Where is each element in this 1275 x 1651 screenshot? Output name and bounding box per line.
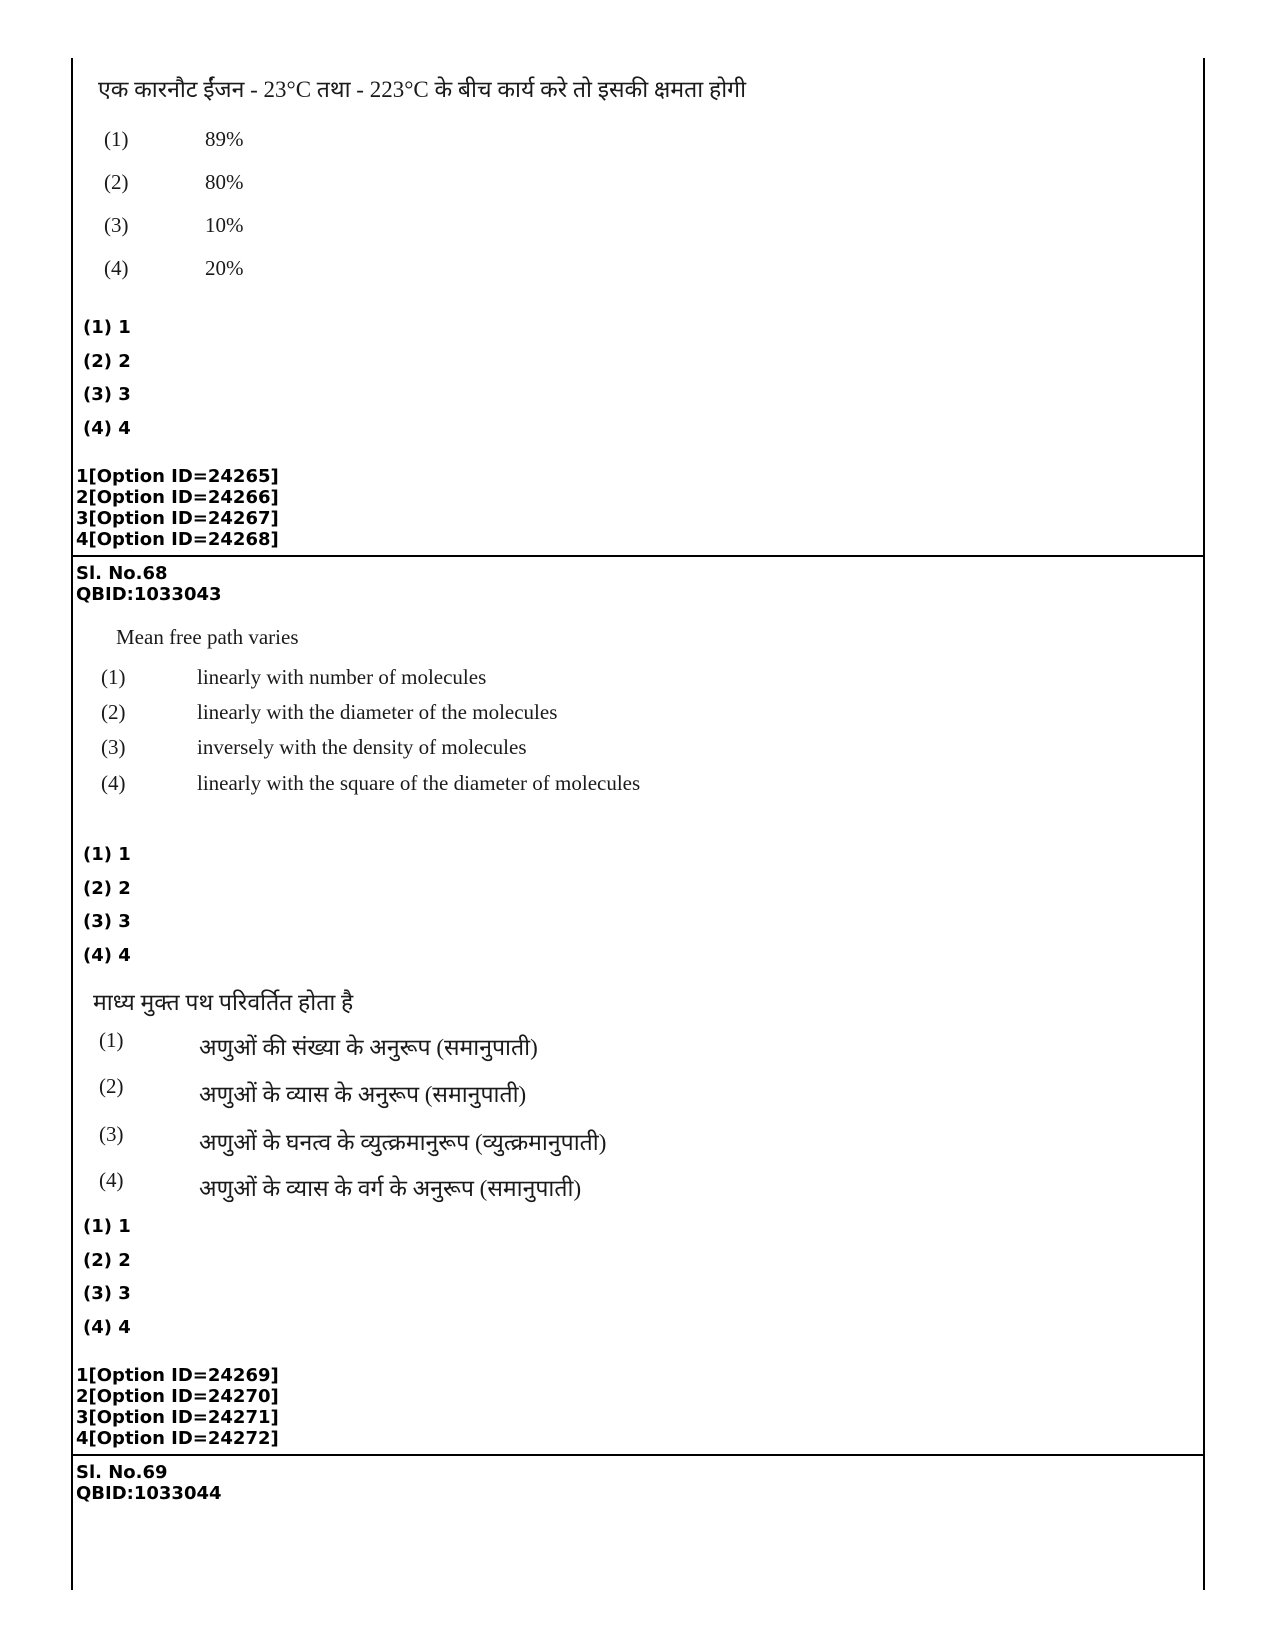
q67-hindi-question: एक कारनौट ईंजन - 23°C तथा - 223°C के बीच कार्य करे तो इसकी क्षमता होगी <box>98 77 747 102</box>
q68-answer-2: (2) 2 <box>83 878 131 899</box>
q68-option-3-text: inversely with the density of molecules <box>197 735 527 759</box>
q67-answer-3: (3) 3 <box>83 384 131 405</box>
q68-hindi-answer-4: (4) 4 <box>83 1317 131 1338</box>
q68-option-4-text: linearly with the square of the diameter of molecules <box>197 771 641 795</box>
q67-option-2-text: 80% <box>205 170 244 194</box>
q68-serial-number: Sl. No.68 <box>76 563 168 584</box>
q68-option-1-number: (1) <box>101 665 126 689</box>
q68-option-2-text: linearly with the diameter of the molecules <box>197 700 558 724</box>
q68-answer-4: (4) 4 <box>83 945 131 966</box>
q68-hindi-option-2-text: अणुओं के व्यास के अनुरूप (समानुपाती) <box>199 1082 527 1107</box>
q68-hindi-option-2-number: (2) <box>99 1074 124 1098</box>
q68-hindi-option-1-number: (1) <box>99 1028 124 1052</box>
divider <box>71 555 1205 557</box>
q67-option-3-text: 10% <box>205 213 244 237</box>
q68-option-2-number: (2) <box>101 700 126 724</box>
q68-question: Mean free path varies <box>116 625 299 649</box>
q68-option-3-number: (3) <box>101 735 126 759</box>
q67-answer-1: (1) 1 <box>83 317 131 338</box>
q68-answer-3: (3) 3 <box>83 911 131 932</box>
q68-hindi-answer-3: (3) 3 <box>83 1283 131 1304</box>
q68-hindi-option-3-text: अणुओं के घनत्व के व्युत्क्रमानुरूप (व्युत्क्रमानुपाती) <box>199 1130 607 1155</box>
q68-option-id-4: 4[Option ID=24272] <box>76 1428 279 1449</box>
q68-option-id-1: 1[Option ID=24269] <box>76 1365 279 1386</box>
q68-hindi-option-1-text: अणुओं की संख्या के अनुरूप (समानुपाती) <box>199 1035 538 1060</box>
q69-qbid: QBID:1033044 <box>76 1483 222 1504</box>
q67-option-id-4: 4[Option ID=24268] <box>76 529 279 550</box>
q67-option-1-text: 89% <box>205 127 244 151</box>
q69-serial-number: Sl. No.69 <box>76 1462 168 1483</box>
q68-answer-1: (1) 1 <box>83 844 131 865</box>
q67-option-id-2: 2[Option ID=24266] <box>76 487 279 508</box>
q67-option-id-1: 1[Option ID=24265] <box>76 466 279 487</box>
q67-option-1-number: (1) <box>104 127 129 151</box>
q68-qbid: QBID:1033043 <box>76 584 222 605</box>
question-frame <box>71 58 1205 1590</box>
q67-option-2-number: (2) <box>104 170 129 194</box>
q68-option-id-2: 2[Option ID=24270] <box>76 1386 279 1407</box>
q67-answer-2: (2) 2 <box>83 351 131 372</box>
q67-option-4-number: (4) <box>104 256 129 280</box>
q68-option-4-number: (4) <box>101 771 126 795</box>
divider <box>71 1454 1205 1456</box>
q68-hindi-answer-1: (1) 1 <box>83 1216 131 1237</box>
q67-answer-4: (4) 4 <box>83 418 131 439</box>
q68-hindi-question: माध्य मुक्त पथ परिवर्तित होता है <box>93 990 354 1015</box>
q68-hindi-option-4-text: अणुओं के व्यास के वर्ग के अनुरूप (समानुपाती) <box>199 1176 582 1201</box>
q68-hindi-option-3-number: (3) <box>99 1122 124 1146</box>
q68-hindi-answer-2: (2) 2 <box>83 1250 131 1271</box>
q67-option-4-text: 20% <box>205 256 244 280</box>
q68-option-id-3: 3[Option ID=24271] <box>76 1407 279 1428</box>
q67-option-3-number: (3) <box>104 213 129 237</box>
q68-hindi-option-4-number: (4) <box>99 1168 124 1192</box>
q67-option-id-3: 3[Option ID=24267] <box>76 508 279 529</box>
q68-option-1-text: linearly with number of molecules <box>197 665 487 689</box>
